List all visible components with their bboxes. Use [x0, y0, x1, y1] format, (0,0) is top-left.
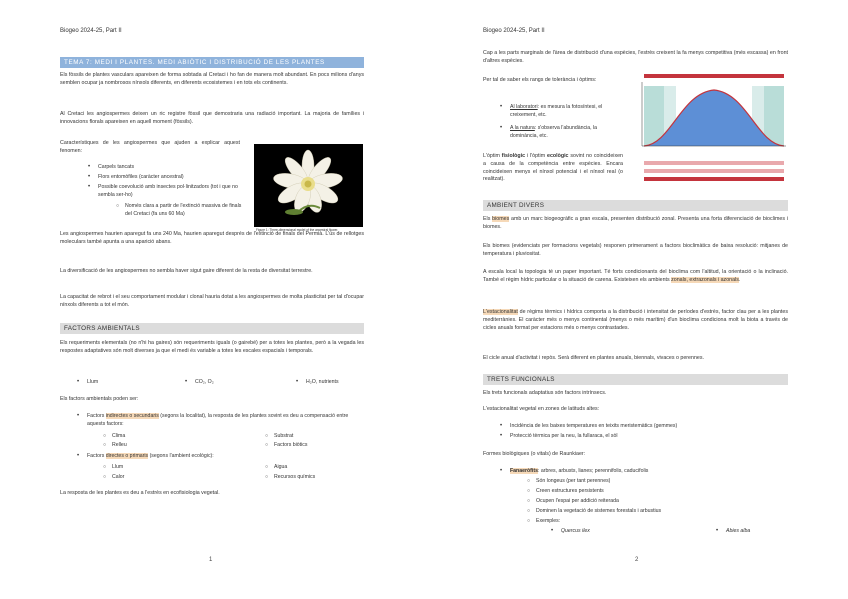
list-item: ○ Relleu: [103, 442, 127, 448]
circle-bullet-icon: ○: [527, 488, 531, 494]
list-item: ○ Dominen la vegetació de sistemes forestals i arbustius: [527, 508, 662, 514]
bullet-icon: •: [88, 174, 91, 180]
list-item: ○ Aigua: [265, 464, 288, 470]
paragraph: Cap a les parts marginals de l'àrea de distribució d'una espècies, l'estrès creixent la fa menys competitiva (més escassa) en front d'altres espècies.: [483, 50, 788, 64]
bullet-icon: •: [185, 379, 188, 385]
section-band-ambient: AMBIENT DIVERS: [483, 200, 788, 211]
paragraph: La capacitat de rebrot i el seu comportament modular i clonal hauria dotat a les angiospermes de molta plasticitat per tal d'ocupar nínxols diferents a tot el món.: [60, 294, 364, 308]
list-item: ○ Només clara a partir de l'extinció massiva de finals del Cretaci (fa uns 60 Ma): [116, 203, 242, 217]
tolerance-curve-figure: [626, 68, 788, 192]
section-band-tema7: TEMA 7: MEDI I PLANTES. MEDI ABIÒTIC I DISTRIBUCIÓ DE LES PLANTES: [60, 57, 364, 68]
list-item: • Protecció tèrmica per la neu, la fullaraca, el sòl: [500, 433, 618, 439]
list-item: • Llum: [77, 379, 99, 385]
paragraph: A escala local la topologia té un paper important. Té forts condicionants del bioclima com l'altitud, la orientació o la inclinació. També el règim hídric particular o la situació de carena. Existeixen els ambients zonals, extrazonals i azonals.: [483, 269, 788, 283]
paragraph: Formes biològiques (o vitals) de Raunkiaer:: [483, 451, 586, 457]
bullet-icon: •: [77, 453, 80, 459]
paragraph: L'estacionalitat vegetal en zones de latituds altes:: [483, 406, 600, 412]
list-item: ○ Recursos químics: [265, 474, 316, 480]
list-item: • CO₂, O₂: [185, 379, 214, 385]
running-head: Biogeo 2024-25, Part II: [60, 28, 122, 34]
paragraph: El cicle anual d'activitat i repòs. Serà diferent en plantes anuals, biennals, vivaces o perennes.: [483, 355, 704, 361]
ancestral-flower-image: [254, 144, 363, 227]
paragraph: Els factors ambientals poden ser:: [60, 396, 139, 402]
bullet-icon: •: [77, 413, 80, 419]
circle-bullet-icon: ○: [527, 518, 531, 524]
list-item: • Factors indirectes o secundaris (segons la localitat), la resposta de les plantes sovint es deu a compensació entre aquests factors:: [77, 413, 349, 427]
circle-bullet-icon: ○: [527, 478, 531, 484]
circle-bullet-icon: ○: [103, 433, 107, 439]
paragraph: Les angiospermes haurien aparegut fa uns 240 Ma, haurien aparegut després de l'extinció de finals del Permià. L'ús de rellotges moleculars també apunta a una aparició abans.: [60, 231, 364, 245]
page-right: [424, 0, 848, 599]
list-item: ○ Creen estructures persistents: [527, 488, 604, 494]
stress-bar: [644, 169, 784, 173]
bullet-icon: •: [551, 528, 554, 534]
bullet-icon: •: [88, 164, 91, 170]
bullet-icon: •: [716, 528, 719, 534]
circle-bullet-icon: ○: [103, 474, 107, 480]
paragraph: La diversificació de les angiospermes no sembla haver sigut gaire diferent de la resta de diversitat terrestre.: [60, 268, 313, 274]
stress-bar: [644, 177, 784, 181]
bullet-icon: •: [500, 104, 503, 110]
paragraph: L'estacionalitat de règims tèrmics i hídrics comporta a la distribució i intensitat de períodes d'estrès, factor clau per a les plantes mediterrànies. El caràcter més o menys continental (menys o més marítim) d'un bioclima condiciona molt la biota a través de cicles anuals format per estacions més o menys contrastades.: [483, 309, 788, 331]
flower-icon: [254, 144, 363, 227]
page-number: 1: [209, 557, 213, 563]
list-item: • Flors entomòfiles (caràcter ancestral): [88, 174, 184, 180]
circle-bullet-icon: ○: [103, 464, 107, 470]
paragraph: L'òptim fisiològic i l'òptim ecològic sovint no coincideixen a causa de la competència entre espècies. Encara coincideixen menys el nínxol potencial i el nínxol real (o realitzat).: [483, 153, 624, 183]
circle-bullet-icon: ○: [265, 464, 269, 470]
list-item: ○ Llum: [103, 464, 124, 470]
running-head: Biogeo 2024-25, Part II: [483, 28, 545, 34]
paragraph: Característiques de les angiospermes que ajuden a explicar aquest fenomen:: [60, 140, 240, 154]
list-item: • Abies alba: [716, 528, 751, 534]
page-number: 2: [635, 557, 639, 563]
bullet-icon: •: [500, 125, 503, 131]
circle-bullet-icon: ○: [116, 203, 120, 209]
list-item: • Fanaeròfits: arbres, arbusts, lianes; perennifolis, caducifolis: [500, 468, 649, 474]
circle-bullet-icon: ○: [265, 433, 269, 439]
list-item: ○ Ocupen l'espai per addició reiterada: [527, 498, 619, 504]
section-band-trets: TRETS FUNCIONALS: [483, 374, 788, 385]
section-band-factors: FACTORS AMBIENTALS: [60, 323, 364, 334]
list-item: • Al laboratori: es mesura la fotosíntesi, el creixement, etc.: [500, 104, 603, 118]
circle-bullet-icon: ○: [103, 442, 107, 448]
paragraph: Els biomes amb un marc biogeogràfic a gran escala, presenten distribució zonal. Presenta una forta diferenciació de bioclimes i biomes.: [483, 216, 788, 230]
list-item: • Carpels tancats: [88, 164, 135, 170]
paragraph: Els biomes (evidenciats per formacions vegetals) responen primerament a factors bioclimàtics de baixa resolució: mitjanes de temperatura i pluviositat.: [483, 243, 788, 257]
paragraph: Els requeriments elementals (no n'hi ha gaires) són requeriments iguals (o gairebé) per a totes les plantes, però a la vegada les respostes adaptatives són molt diverses ja que el medi és variable a totes les escales espacials i temporals.: [60, 340, 364, 354]
stress-bar: [644, 161, 784, 165]
list-item: ○ Calor: [103, 474, 125, 480]
circle-bullet-icon: ○: [527, 498, 531, 504]
list-item: ○ Factors biòtics: [265, 442, 308, 448]
list-item: • Incidència de les baixes temperatures en teixits meristemàtics (gemmes): [500, 423, 678, 429]
circle-bullet-icon: ○: [265, 442, 269, 448]
range-bar: [644, 74, 784, 78]
paragraph: Els trets funcionals adaptatius són factors intrínsecs.: [483, 390, 607, 396]
paragraph: Per tal de saber els rangs de tolerància i òptims:: [483, 77, 597, 83]
bullet-icon: •: [77, 379, 80, 385]
circle-bullet-icon: ○: [527, 508, 531, 514]
list-item: • A la natura: s'observa l'abundància, la dominància, etc.: [500, 125, 598, 139]
list-item: • Quercus ilex: [551, 528, 590, 534]
paragraph: Al Cretaci les angiospermes deixen un ric registre fòssil que demostraria una radiació important. La majoria de famílies i innovacions florals apareixen en aquell moment (fòssils).: [60, 111, 364, 125]
bullet-icon: •: [500, 433, 503, 439]
paragraph: La resposta de les plantes es deu a l'estrès en ecofisiologia vegetal.: [60, 490, 220, 496]
circle-bullet-icon: ○: [265, 474, 269, 480]
list-item: ○ Exemples:: [527, 518, 561, 524]
list-item: ○ Substrat: [265, 433, 294, 439]
bullet-icon: •: [88, 184, 91, 190]
list-item: • Factors directes o primaris (segons l'ambient ecològic):: [77, 453, 214, 459]
paragraph: Els fòssils de plantes vasculars apareixen de forma sobtada al Cretaci i ho fan de manera molt abundant. En pocs milions d'anys semblen ocupar ja nombrosos nínxols diferents, en diferents ecosistemes i en tots els continents.: [60, 72, 364, 86]
list-item: ○ Són longeus (per tant perennes): [527, 478, 611, 484]
bullet-icon: •: [500, 423, 503, 429]
list-item: ○ Clima: [103, 433, 126, 439]
bullet-icon: •: [296, 379, 299, 385]
figure-caption: Figure 1: Three-dimensional model of the ancestral flower.: [256, 228, 339, 232]
list-item: • H₂O, nutrients: [296, 379, 339, 385]
list-item: • Possible coevolució amb insectes pol·linitzadors (tot i que no sembla ser-ho): [88, 184, 238, 198]
bullet-icon: •: [500, 468, 503, 474]
